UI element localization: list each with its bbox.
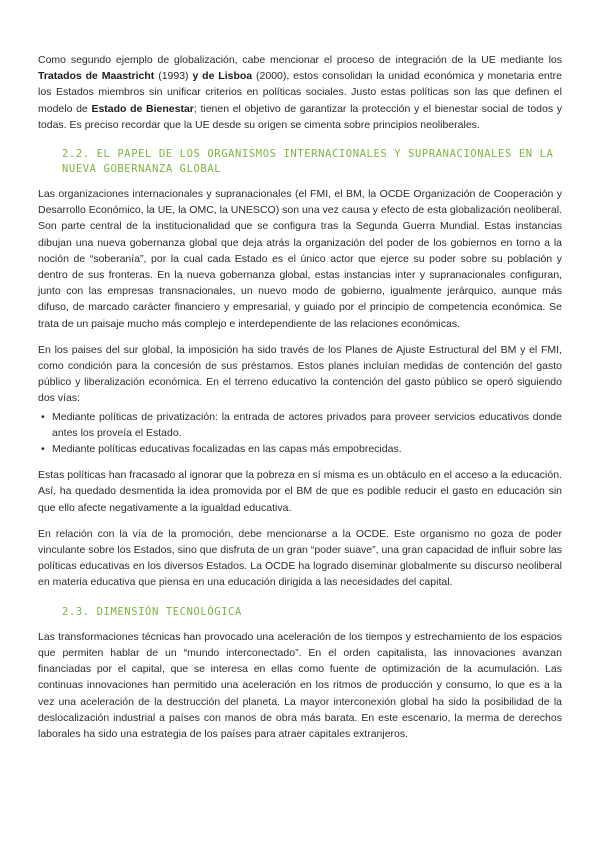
paragraph-fracaso: Estas políticas han fracasado al ignorar que la pobreza en sí misma es un obtáculo en el acceso a la educación. Así, ha quedado desmentida la idea promovida por el BM de que es podible reducir el gasto en educación sin que ello afecte negativamente a la igualdad educativa. — [38, 469, 562, 514]
paragraph-tecnologica: Las transformaciones técnicas han provocado una aceleración de los tiempos y estrechamiento de los espacios que permiten hablar de un “mundo interconectado”. En el orden capitalista, las innovaciones avanzan financiadas por el capital, que se interesa en ellas como fuente de optimización de la acumulación. Las continuas innovaciones han permitido una aceleración en los ritmos de producción y consumo, lo que es a la vez una aceleración de la destrucción del planeta. La mayor interconexión global ha sido la posibilidad de la deslocalización industrial a países con manos de obra más barata. En este escenario, la merma de derechos laborales ha sido una estrategia de los países para atraer capitales extranjeros. — [38, 630, 562, 740]
paragraph-ocde: En relación con la vía de la promoción, debe mencionarse a la OCDE. Este organismo no goza de poder vinculante sobre los Estados, sino que disfruta de un gran “poder suave”, una gran capacidad de influir sobre las políticas educativas en los diversos Estados. La OCDE ha logrado diseminar globalmente su discurso neoliberal en materia educativa que piensa en una educación dirigida a las necesidades del capital. — [38, 527, 562, 589]
bullet-icon: • — [41, 410, 45, 423]
bullet-icon: • — [41, 443, 45, 456]
bullet-list — [38, 409, 562, 458]
section-heading-2-2: 2.2. EL PAPEL DE LOS ORGANISMOS INTERNACIONALES Y SUPRANACIONALES EN LA NUEVA GOBERNANZA GLOBAL — [62, 148, 554, 176]
section-heading-2-3: 2.3. DIMENSIÓN TECNOLÓGICA — [62, 605, 242, 618]
intro-paragraph: Como segundo ejemplo de globalización, cabe mencionar el proceso de integración de la UE mediante los Tratados de Maastricht (1993) y de Lisboa (2000), estos consolidan la unidad económica y monetaria entre los Estados miembros sin unificar criterios en políticas sociales. Justo estas políticas son las que definen el modelo de Estado de Bienestar; tienen el objetivo de garantizar la protección y el bienestar social de todos y todas. Es preciso recordar que la UE desde su origen se cimenta sobre principios neoliberales. — [38, 54, 563, 131]
list-item: • Mediante políticas educativas focalizadas en las capas más empobrecidas. — [52, 441, 562, 457]
paragraph-sur-global: En los paises del sur global, la imposición ha sido través de los Planes de Ajuste Estructural del BM y el FMI, como condición para la concesión de sus préstamos. Estos planes incluían medidas de contención del gasto público y liberalización económica. En el terreno educativo la contención del gasto público se operó siguiendo dos vías: — [38, 343, 562, 405]
paragraph-organizaciones: Las organizaciones internacionales y supranacionales (el FMI, el BM, la OCDE Organización de Cooperación y Desarrollo Económico, la UE, la OMC, la UNESCO) son una vez causa y efecto de esta globalización neoliberal. Son parte central de la institucionalidad que se configura tras la Segunda Guerra Mundial. Estas instancias dibujan una nueva gobernanza global que deja atrás la organización del poder de los gobiernos en torno a la noción de “soberanía”, por la cual cada Estado es el único actor que ejerce su poder sobre su población y dentro de sus fronteras. En la nueva gobernanza global, estas instancias inter y supranacionales configuran, junto con las empresas transnacionales, un nuevo modo de gobierno, igualmente jerárquico, aunque más difuso, de marcado carácter financiero y empresarial, y guiado por el principio de competencia económica. Se trata de un paisaje mucho más complejo e interdependiente de las relaciones económicas. — [38, 188, 562, 330]
list-item: • Mediante políticas de privatización: la entrada de actores privados para proveer servicios educativos donde antes los proveía el Estado. — [41, 410, 562, 439]
maastricht-bold: Tratados de Maastricht — [38, 70, 155, 83]
lisboa-bold: y de Lisboa — [192, 70, 253, 83]
estado-bienestar-bold: Estado de Bienestar — [91, 102, 194, 115]
